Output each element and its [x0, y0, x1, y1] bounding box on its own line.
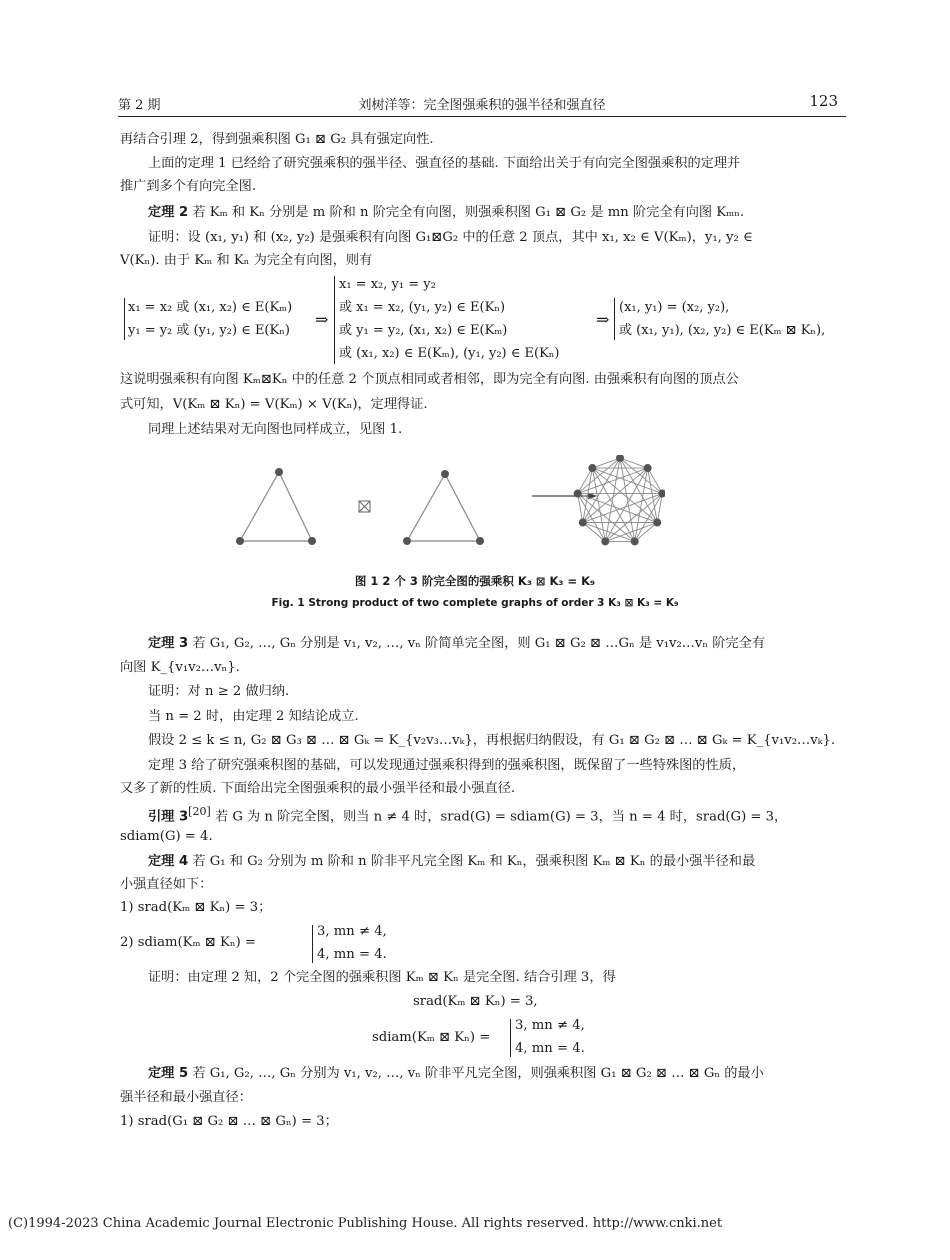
proof-line: 假设 2 ≤ k ≤ n, G₂ ⊠ G₃ ⊠ … ⊠ Gₖ = K_{v₂v₃…vₖ}，再根据归纳假设，有 G₁ ⊠ G₂ ⊠ … ⊠ Gₖ = K_{v₁v₂…vₖ}.: [148, 733, 836, 748]
theorem-text: 若 G₁, G₂, …, Gₙ 分别为 v₁, v₂, …, vₙ 阶非平凡完全图，则强乘积图 G₁ ⊠ G₂ ⊠ … ⊠ Gₙ 的最小: [188, 1066, 764, 1081]
theorem-3: [148, 635, 765, 653]
strong-product-symbol: [359, 501, 370, 512]
figure-1: [225, 455, 665, 565]
paragraph: 再结合引理 2，得到强乘积图 G₁ ⊠ G₂ 具有强定向性.: [120, 132, 434, 147]
k9-edge: [620, 458, 648, 468]
k9-edge: [583, 523, 606, 542]
copyright-footer: (C)1994-2023 China Academic Journal Electronic Publishing House. All rights reserved. http://www.cnki.net: [8, 1216, 723, 1231]
equation: 或 y₁ = y₂, (x₁, x₂) ∈ E(Kₘ): [339, 323, 508, 338]
running-header: [118, 92, 846, 114]
proof-line: 证明：设 (x₁, y₁) 和 (x₂, y₂) 是强乘积有向图 G₁⊠G₂ 中的任意 2 顶点，其中 x₁, x₂ ∈ V(Kₘ)，y₁, y₂ ∈: [148, 230, 753, 245]
equation: y₁ = y₂ 或 (y₁, y₂) ∈ E(Kₙ): [128, 323, 290, 338]
paragraph: 上面的定理 1 已经给了研究强乘积的强半径、强直径的基础. 下面给出关于有向完全图强乘积的定理并: [148, 156, 741, 171]
lemma-label: 引理 3: [148, 809, 189, 825]
lemma-text: 若 G 为 n 阶完全图，则当 n ≠ 4 时，srad(G) = sdiam(G) = 3，当 n = 4 时，srad(G) = 3，: [210, 809, 788, 825]
k9-edge: [635, 523, 658, 542]
left-brace: [312, 925, 313, 963]
paragraph: 推广到多个有向完全图.: [120, 179, 257, 194]
k9-edge: [592, 458, 620, 468]
theorem-text: 向图 K_{v₁v₂…vₙ}.: [120, 660, 240, 675]
theorem-label: 定理 2: [148, 205, 189, 220]
list-item: 1) srad(Kₘ ⊠ Kₙ) = 3；: [120, 900, 272, 915]
triangle-graph-left: [236, 468, 316, 545]
lemma-3: [148, 803, 787, 826]
paragraph: 又多了新的性质. 下面给出完全图强乘积的最小强半径和最小强直径.: [120, 781, 516, 796]
paragraph: 式可知，V(Kₘ ⊠ Kₙ) = V(Kₘ) × V(Kₙ)，定理得证.: [120, 397, 428, 412]
theorem-text: 若 G₁ 和 G₂ 分别为 m 阶和 n 阶非平凡完全图 Kₘ 和 Kₙ，强乘积图 Kₘ ⊠ Kₙ 的最小强半径和最: [188, 854, 756, 869]
paragraph: 定理 3 给了研究强乘积图的基础，可以发现通过强乘积得到的强乘积图，既保留了一些特殊图的性质，: [148, 758, 746, 773]
equation: x₁ = x₂, y₁ = y₂: [339, 277, 436, 292]
theorem-label: 定理 5: [148, 1066, 189, 1081]
k9-vertex: [616, 455, 624, 462]
paragraph: 同理上述结果对无向图也同样成立，见图 1.: [148, 422, 403, 437]
proof-line: 证明：由定理 2 知，2 个完全图的强乘积图 Kₘ ⊠ Kₙ 是完全图. 结合引理 3，得: [148, 970, 616, 985]
citation-ref: [20]: [188, 805, 211, 818]
k9-vertex: [644, 464, 652, 472]
k9-edge: [592, 468, 662, 493]
header-rule: [118, 116, 846, 117]
complete-graph-k9: [574, 455, 665, 545]
display-equation: sdiam(Kₘ ⊠ Kₙ) =: [372, 1030, 491, 1045]
running-title: 刘树洋等：完全图强乘积的强半径和强直径: [358, 98, 606, 113]
paragraph: 这说明强乘积有向图 Kₘ⊠Kₙ 中的任意 2 个顶点相同或者相邻，即为完全有向图. 由强乘积有向图的顶点公: [120, 372, 739, 387]
equation: 或 (x₁, y₁), (x₂, y₂) ∈ E(Kₘ ⊠ Kₙ),: [619, 323, 826, 338]
equation: (x₁, y₁) = (x₂, y₂),: [619, 300, 730, 315]
left-brace: [510, 1019, 511, 1057]
implies-arrow: ⇒: [596, 310, 610, 329]
k9-vertex: [588, 464, 596, 472]
left-brace: [334, 276, 335, 364]
lemma-text: sdiam(G) = 4.: [120, 829, 213, 844]
case-line: 4, mn = 4.: [515, 1041, 585, 1056]
k9-vertex: [653, 519, 661, 527]
proof-line: 证明：对 n ≥ 2 做归纳.: [148, 684, 290, 699]
list-item: 2) sdiam(Kₘ ⊠ Kₙ) =: [120, 935, 256, 950]
display-equation: srad(Kₘ ⊠ Kₙ) = 3,: [413, 994, 538, 1009]
equation: 或 x₁ = x₂, (y₁, y₂) ∈ E(Kₙ): [339, 300, 506, 315]
theorem-4: [148, 853, 755, 871]
theorem-text: 若 Kₘ 和 Kₙ 分别是 m 阶和 n 阶完全有向图，则强乘积图 G₁ ⊠ G₂ 是 mn 阶完全有向图 Kₘₙ.: [188, 205, 745, 220]
page-number: 123: [809, 92, 838, 110]
case-line: 3, mn ≠ 4,: [317, 924, 387, 939]
k9-vertex: [574, 490, 582, 498]
left-brace: [614, 298, 615, 340]
left-brace: [124, 298, 125, 340]
theorem-2: [148, 204, 744, 222]
list-item: 1) srad(G₁ ⊠ G₂ ⊠ … ⊠ Gₙ) = 3；: [120, 1114, 338, 1129]
equation: 或 (x₁, x₂) ∈ E(Kₘ), (y₁, y₂) ∈ E(Kₙ): [339, 346, 560, 361]
proof-line: 当 n = 2 时，由定理 2 知结论成立.: [148, 709, 359, 724]
theorem-text: 若 G₁, G₂, …, Gₙ 分别是 v₁, v₂, …, vₙ 阶简单完全图，则 G₁ ⊠ G₂ ⊠ …Gₙ 是 v₁v₂…vₙ 阶完全有: [188, 636, 766, 651]
theorem-label: 定理 3: [148, 636, 189, 651]
k9-vertex: [579, 519, 587, 527]
case-line: 4, mn = 4.: [317, 947, 387, 962]
k9-vertex: [631, 537, 639, 545]
k9-vertex: [601, 537, 609, 545]
theorem-5: [148, 1065, 764, 1083]
figure-caption-cn: 图 1 2 个 3 阶完全图的强乘积 K₃ ⊠ K₃ = K₉: [354, 574, 596, 588]
implies-arrow: ⇒: [315, 310, 329, 329]
theorem-text: 强半径和最小强直径：: [120, 1090, 252, 1105]
figure-caption-en: Fig. 1 Strong product of two complete graphs of order 3 K₃ ⊠ K₃ = K₉: [271, 597, 679, 609]
theorem-text: 小强直径如下：: [120, 877, 213, 892]
theorem-label: 定理 4: [148, 854, 189, 869]
equation: x₁ = x₂ 或 (x₁, x₂) ∈ E(Kₘ): [128, 300, 293, 315]
case-line: 3, mn ≠ 4,: [515, 1018, 585, 1033]
issue-label: 第 2 期: [118, 98, 161, 113]
triangle-graph-right: [403, 470, 484, 545]
proof-line: V(Kₙ). 由于 Kₘ 和 Kₙ 为完全有向图，则有: [120, 253, 373, 268]
